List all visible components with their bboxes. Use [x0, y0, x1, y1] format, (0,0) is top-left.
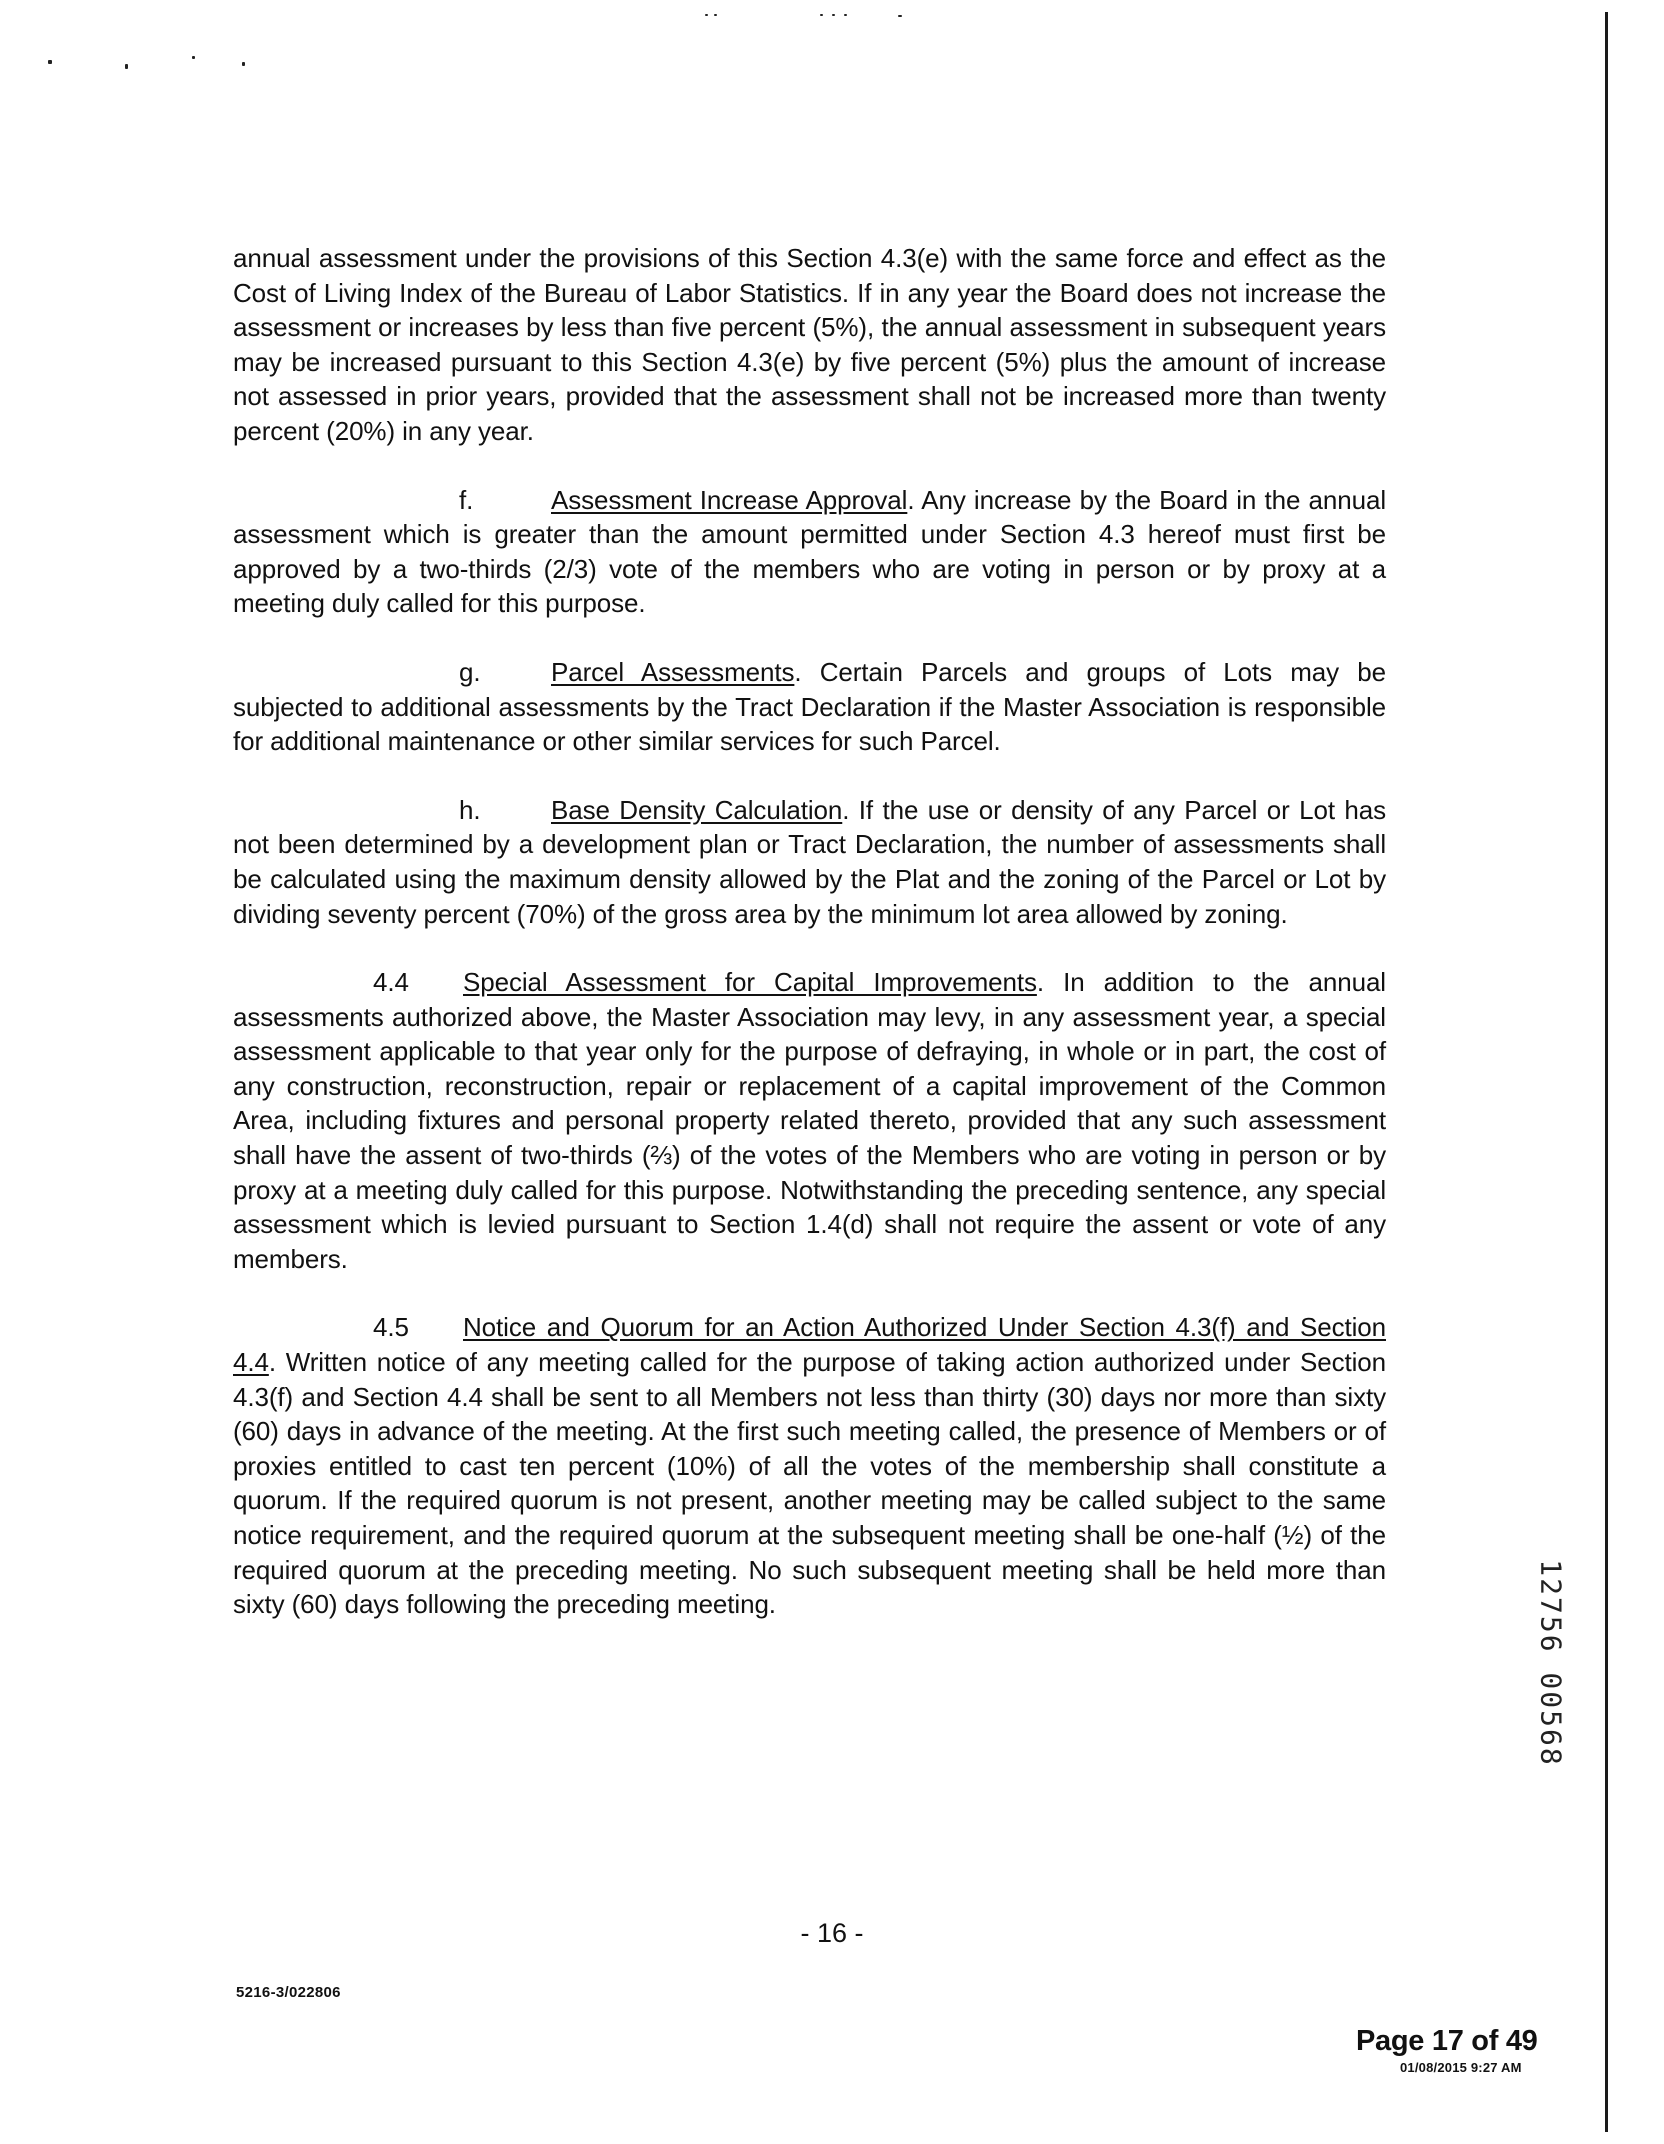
page-number: - 16 - — [800, 1918, 864, 1948]
subsection-label: g. — [459, 656, 481, 687]
subsection-label: f. — [459, 484, 474, 515]
scan-speck — [242, 62, 245, 66]
subsection-label: h. — [459, 794, 481, 825]
scan-speck — [125, 64, 128, 69]
scan-speck — [705, 14, 708, 16]
subsection-body: . Any increase by the Board in the annual assessment which is greater than the amount permitted under Section 4.3 hereof must first be approved by a two-thirds (2/3) vote of the members who are voting in person or by proxy at a meeting duly called for this purpose. — [233, 484, 1386, 619]
section-heading: Special Assessment for Capital Improvements — [463, 967, 1037, 998]
scan-speck — [714, 14, 717, 16]
document-code: 5216-3/022806 — [236, 1984, 341, 2001]
subsection-body: . Certain Parcels and groups of Lots may be subjected to additional assessments by the Tract Declaration if the Master Association is responsible for additional maintenance or other similar services for such Parcel. — [233, 656, 1386, 757]
scan-speck — [48, 60, 52, 64]
scan-speck — [898, 15, 902, 17]
subsection-h — [233, 793, 1386, 931]
scan-edge-rule — [1605, 12, 1608, 2132]
subsection-f — [233, 483, 1386, 621]
scan-speck — [844, 14, 847, 16]
subsection-g — [233, 655, 1386, 759]
recording-stamp-text: 12756 00568 — [1534, 1559, 1568, 1767]
paragraph-text: annual assessment under the provisions of this Section 4.3(e) with the same force and effect as the Cost of Living Index of the Bureau of Labor Statistics. If in any year the Board does not increase the assessment or increases by less than five percent (5%), the annual assessment in subsequent years may be increased pursuant to this Section 4.3(e) by five percent (5%) plus the amount of increase not assessed in prior years, provided that the assessment shall not be increased more than twenty percent (20%) in any year. — [233, 243, 1386, 446]
section-4-5 — [233, 1310, 1386, 1621]
section-body: . In addition to the annual assessments authorized above, the Master Association may levy, in any assessment year, a special assessment applicable to that year only for the purpose of defraying, in whole or in part, the cost of any construction, reconstruction, repair or replacement of a capital improvement of the Common Area, including fixtures and personal property related thereto, provided that any such assessment shall have the assent of two-thirds (⅔) of the votes of the Members who are voting in person or by proxy at a meeting duly called for this purpose. Notwithstanding the preceding sentence, any special assessment which is levied pursuant to Section 1.4(d) shall not require the assent or vote of any members. — [233, 967, 1386, 1274]
section-4-4 — [233, 965, 1386, 1276]
section-heading: Notice and Quorum for an Action Authorized Under Section 4.3(f) and Section 4.4 — [233, 1312, 1386, 1378]
document-body — [233, 241, 1386, 1656]
section-label: 4.4 — [373, 967, 409, 998]
scan-speck — [192, 56, 195, 59]
paragraph-continuation — [233, 241, 1386, 449]
section-body: . Written notice of any meeting called for the purpose of taking action authorized under Section 4.3(f) and Section 4.4 shall be sent to all Members not less than thirty (30) days nor more than sixty (60) days in advance of the meeting. At the first such meeting called, the presence of Members or of proxies entitled to cast ten percent (10%) of all the votes of the membership shall constitute a quorum. If the required quorum is not present, another meeting may be called subject to the same notice requirement, and the required quorum at the subsequent meeting shall be one-half (½) of the required quorum at the preceding meeting. No such subsequent meeting shall be held more than sixty (60) days following the preceding meeting. — [233, 1347, 1386, 1620]
subsection-heading: Parcel Assessments — [551, 656, 795, 687]
page-count: Page 17 of 49 — [1356, 2025, 1538, 2057]
subsection-heading: Assessment Increase Approval — [551, 484, 908, 515]
print-timestamp: 01/08/2015 9:27 AM — [1400, 2060, 1522, 2075]
section-label: 4.5 — [373, 1312, 409, 1343]
scan-speck — [820, 14, 823, 16]
scan-speck — [832, 14, 835, 16]
recording-stamp — [1531, 1538, 1571, 1788]
subsection-body: . If the use or density of any Parcel or Lot has not been determined by a development plan or Tract Declaration, the number of assessments shall be calculated using the maximum density allowed by the Plat and the zoning of the Parcel or Lot by dividing seventy percent (70%) of the gross area by the minimum lot area allowed by zoning. — [233, 794, 1386, 929]
subsection-heading: Base Density Calculation — [551, 794, 843, 825]
